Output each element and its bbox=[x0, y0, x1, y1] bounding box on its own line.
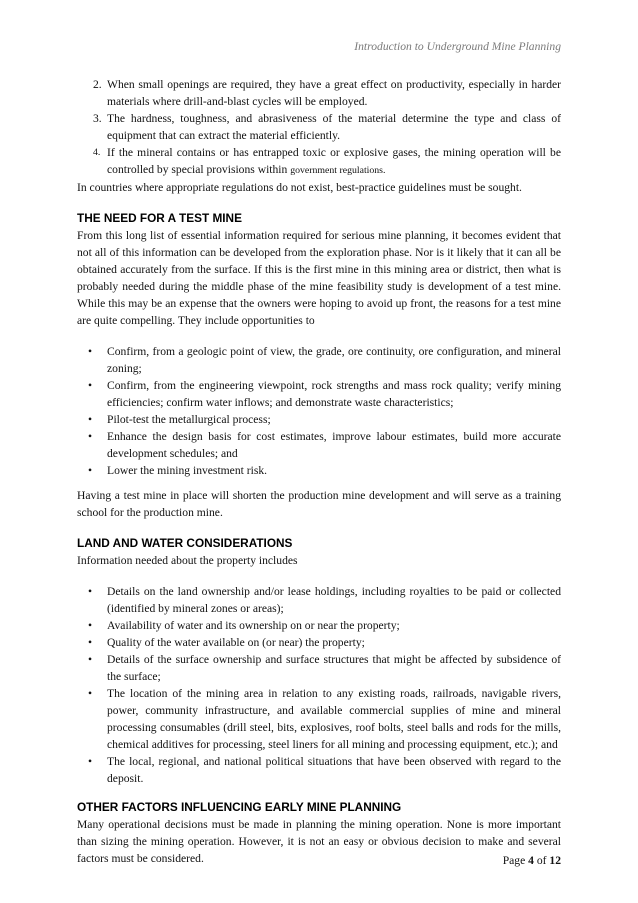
bullet-icon: • bbox=[88, 755, 93, 768]
item-text: The hardness, toughness, and abrasiveness of the material determine the type and class of equipment that can extract the material efficiently. bbox=[107, 112, 561, 142]
intro-paragraph: In countries where appropriate regulations do not exist, best-practice guidelines must be sought. bbox=[77, 181, 522, 194]
list-item bbox=[77, 343, 561, 377]
list-item-text: The local, regional, and national political situations that have been observed with regard to the deposit. bbox=[107, 755, 561, 785]
list-item bbox=[77, 428, 561, 462]
item-text: When small openings are required, they have a great effect on productivity, especially in harder materials where drill-and-blast cycles will be employed. bbox=[107, 78, 561, 108]
running-header: Introduction to Underground Mine Planning bbox=[354, 40, 561, 53]
numbered-item bbox=[77, 110, 561, 144]
item-text-tail: government regulations. bbox=[290, 165, 386, 176]
list-item bbox=[77, 634, 561, 651]
list-item-text: Pilot-test the metallurgical process; bbox=[107, 413, 271, 426]
bullet-icon: • bbox=[88, 430, 93, 443]
bullet-icon: • bbox=[88, 585, 93, 598]
list-item-text: The location of the mining area in relation to any existing roads, railroads, navigable rivers, power, community infrastructure, and available commercial supplies of mine and mineral processing consumables (drill steel, bits, explosives, roof bolts, steel balls and rods for the mills, chemical additives for processing, steel liners for all mining and processing equipment, etc.); and bbox=[107, 687, 561, 751]
list-item-text: Details on the land ownership and/or lease holdings, including royalties to be paid or collected (identified by mineral zones or areas); bbox=[107, 585, 561, 615]
item-number: 4. bbox=[93, 147, 101, 158]
page-prefix: Page bbox=[502, 854, 529, 867]
list-item bbox=[77, 462, 561, 479]
test-mine-paragraph: From this long list of essential information required for serious mine planning, it becomes evident that not all of this information can be developed from the exploration phase. Nor is it likely that it can all be obtained accurately from the surface. If this is the first mine in this mining area or district, then what is probably needed during the middle phase of the mine feasibility study is development of a test mine. While this may be an expense that the owners were hoping to avoid up front, the reasons for a test mine are quite compelling. They include opportunities to bbox=[77, 229, 561, 327]
list-item-text: Enhance the design basis for cost estimates, improve labour estimates, build more accurate development schedules; and bbox=[107, 430, 561, 460]
test-mine-bullets bbox=[77, 343, 561, 479]
list-item-text: Confirm, from the engineering viewpoint, rock strengths and mass rock quality; verify mining efficiencies; confirm water inflows; and demonstrate waste characteristics; bbox=[107, 379, 561, 409]
list-item bbox=[77, 617, 561, 634]
land-water-intro: Information needed about the property includes bbox=[77, 554, 298, 567]
list-item bbox=[77, 651, 561, 685]
numbered-item bbox=[77, 76, 561, 110]
numbered-item bbox=[77, 144, 561, 179]
list-item bbox=[77, 685, 561, 753]
list-item-text: Confirm, from a geologic point of view, the grade, ore continuity, ore configuration, and mineral zoning; bbox=[107, 345, 561, 375]
list-item bbox=[77, 411, 561, 428]
numbered-list bbox=[77, 76, 561, 179]
bullet-icon: • bbox=[88, 619, 93, 632]
bullet-icon: • bbox=[88, 653, 93, 666]
bullet-icon: • bbox=[88, 379, 93, 392]
page-content bbox=[77, 76, 561, 867]
list-item-text: Details of the surface ownership and surface structures that might be affected by subsidence of the surface; bbox=[107, 653, 561, 683]
test-mine-closing: Having a test mine in place will shorten the production mine development and will serve as a training school for the production mine. bbox=[77, 489, 561, 519]
item-number: 2. bbox=[93, 78, 102, 91]
bullet-icon: • bbox=[88, 345, 93, 358]
page-of: of bbox=[533, 854, 550, 867]
bullet-icon: • bbox=[88, 413, 93, 426]
item-number: 3. bbox=[93, 112, 102, 125]
other-factors-paragraph: Many operational decisions must be made in planning the mining operation. None is more important than sizing the mining operation. However, it is not an easy or obvious decision to make and several factors must be considered. bbox=[77, 818, 561, 865]
list-item-text: Availability of water and its ownership on or near the property; bbox=[107, 619, 400, 632]
page-current: 4 bbox=[528, 854, 534, 867]
item-text: If the mineral contains or has entrapped toxic or explosive gases, the mining operation will be controlled by special provisions within bbox=[107, 146, 561, 176]
bullet-icon: • bbox=[88, 687, 93, 700]
bullet-icon: • bbox=[88, 464, 93, 477]
heading-land-water: LAND AND WATER CONSIDERATIONS bbox=[77, 536, 293, 550]
heading-test-mine: THE NEED FOR A TEST MINE bbox=[77, 211, 242, 225]
list-item bbox=[77, 377, 561, 411]
list-item bbox=[77, 583, 561, 617]
page-total: 12 bbox=[549, 854, 561, 867]
bullet-icon: • bbox=[88, 636, 93, 649]
list-item-text: Quality of the water available on (or near) the property; bbox=[107, 636, 365, 649]
land-water-bullets bbox=[77, 583, 561, 787]
list-item-text: Lower the mining investment risk. bbox=[107, 464, 268, 477]
list-item bbox=[77, 753, 561, 787]
heading-other-factors: OTHER FACTORS INFLUENCING EARLY MINE PLANNING bbox=[77, 800, 402, 814]
page-number bbox=[503, 852, 561, 869]
